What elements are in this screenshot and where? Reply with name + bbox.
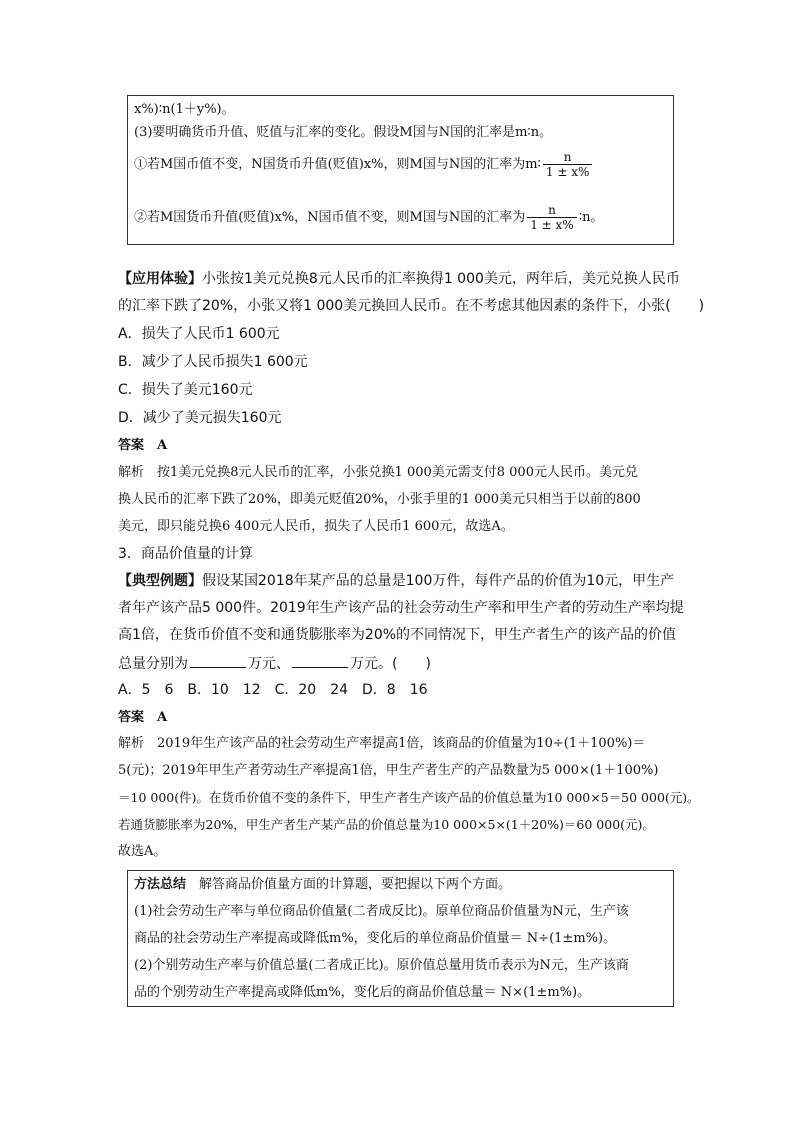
example-question-line-3: 高1倍，在货币价值不变和通货膨胀率为20%的不同情况下，甲生产者生产的该产品的价值 [118,627,677,643]
box1-line-3-text: ①若M国币值不变，N国货币升值(贬值)x%，则M国与N国的汇率为m∶ [134,156,541,172]
option-c: C．损失了美元160元 [118,382,253,398]
application-explanation-2: 换人民币的汇率下跌了20%，即美元贬值20%，小张手里的1 000美元只相当于以前的800 [118,492,641,507]
example-explanation-1: 解析 2019年生产该产品的社会劳动生产率提高1倍，该商品的价值量为10÷(1＋100%)＝ [118,736,646,751]
box1-line-4-text: ②若M国货币升值(贬值)x%，N国币值不变，则M国与N国的汇率为 [134,209,526,225]
example-question-text-1: 假设某国2018年某产品的总量是100万件，每件产品的价值为10元，甲生产 [202,573,675,589]
example-answer: 答案 A [118,710,168,725]
box1-line-4 [134,203,603,232]
example-question-text-4c: 万元。( ) [350,656,431,672]
example-explanation-5: 故选A。 [118,844,167,859]
method-summary-line-4: 品的个别劳动生产率提高或降低m%，变化后的商品价值总量＝ N×(1±m%)。 [134,985,591,1000]
example-tag: 【典型例题】 [118,573,202,589]
example-question-text-4b: 万元、 [248,656,290,672]
method-summary-line-1: (1)社会劳动生产率与单位商品价值量(二者成反比)。原单位商品价值量为N元，生产该 [134,904,629,919]
fraction-2 [527,203,577,232]
application-explanation-1: 解析 按1美元兑换8元人民币的汇率，小张兑换1 000美元需支付8 000元人民币。美元兑 [118,465,638,480]
example-explanation-4: 若通货膨胀率为20%，甲生产者生产某产品的价值总量为10 000×5×(1＋20%)＝60 000(元)。 [118,817,655,832]
fraction-2-denominator: 1 ± x% [530,218,574,232]
answer-blank-1 [190,653,246,668]
option-d: D．减少了美元损失160元 [118,410,282,426]
answer-blank-2 [292,653,348,668]
box1-line-1: x%)∶n(1＋y%)。 [134,102,235,117]
example-explanation-3: ＝10 000(件)。在货币价值不变的条件下，甲生产者生产该产品的价值总量为10 000×5＝50 000(元)。 [118,790,700,805]
method-summary-line-3: (2)个别劳动生产率与价值总量(二者成正比)。原价值总量用货币表示为N元，生产该商 [134,958,629,973]
application-tag: 【应用体验】 [118,271,202,287]
method-summary-title: 方法总结 [134,877,187,892]
example-question-line-2: 者年产该产品5 000件。2019年生产该产品的社会劳动生产率和甲生产者的劳动生产率均提 [118,600,684,616]
example-options: A．5 6 B．10 12 C．20 24 D．8 16 [118,682,428,698]
fraction-1-denominator: 1 ± x% [545,165,590,179]
method-summary-title-line [134,876,511,894]
section-3-heading: 3．商品价值量的计算 [118,546,253,562]
option-a: A．损失了人民币1 600元 [118,326,280,342]
application-question-text-1: 小张按1美元兑换8元人民币的汇率换得1 000美元，两年后，美元兑换人民币 [202,271,680,287]
example-question-text-4a: 总量分别为 [118,656,188,672]
example-question-line-1 [118,572,674,590]
option-b: B．减少了人民币损失1 600元 [118,354,308,370]
box1-line-3 [134,150,594,179]
fraction-1 [543,150,593,179]
method-summary-line-2: 商品的社会劳动生产率提高或降低m%，变化后的单位商品价值量＝ N÷(1±m%)。 [134,931,617,946]
application-explanation-3: 美元，即只能兑换6 400元人民币，损失了人民币1 600元，故选A。 [118,519,514,534]
box1-line-2: (3)要明确货币升值、贬值与汇率的变化。假设M国与N国的汇率是m∶n。 [134,125,553,140]
box1-line-4-suffix: ∶n。 [578,209,604,225]
example-question-line-4 [118,653,431,673]
application-answer: 答案 A [118,438,168,453]
example-explanation-2: 5(元)；2019年甲生产者劳动生产率提高1倍，甲生产者生产的产品数量为5 000×(1＋100%) [118,763,659,778]
application-question-line-2: 的汇率下跌了20%，小张又将1 000美元换回人民币。在不考虑其他因素的条件下，小张( ) [118,298,705,314]
application-question-line-1 [118,270,680,288]
fraction-1-numerator: n [563,150,572,164]
method-summary-intro: 解答商品价值量方面的计算题，要把握以下两个方面。 [186,877,512,892]
fraction-2-numerator: n [548,203,556,217]
